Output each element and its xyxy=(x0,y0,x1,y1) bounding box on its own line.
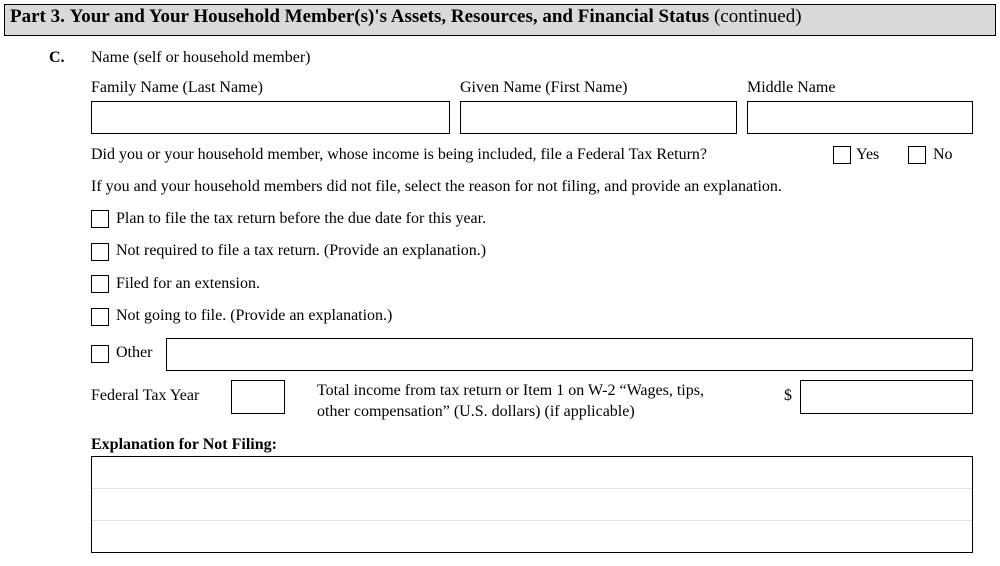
tax-return-yes-label: Yes xyxy=(856,146,880,163)
reason-plan-to-file-checkbox[interactable] xyxy=(91,210,109,228)
middle-name-field[interactable] xyxy=(747,101,973,134)
reason-other-checkbox[interactable] xyxy=(91,345,109,363)
reason-instructions: If you and your household members did not file, select the reason for not filing, and provide an explanation. xyxy=(91,178,782,195)
tax-return-no-checkbox[interactable] xyxy=(908,146,926,164)
name-label: Name (self or household member) xyxy=(91,49,311,66)
reason-not-required-checkbox[interactable] xyxy=(91,243,109,261)
part-title: Your and Your Household Member(s)'s Assets, Resources, and Financial Status xyxy=(69,6,710,27)
explanation-field[interactable] xyxy=(91,456,973,553)
explanation-line xyxy=(92,488,972,489)
tax-return-question: Did you or your household member, whose income is being included, file a Federal Tax Return? xyxy=(91,146,708,163)
family-name-label: Family Name (Last Name) xyxy=(91,79,263,96)
reason-extension-label: Filed for an extension. xyxy=(116,275,260,292)
explanation-label: Explanation for Not Filing: xyxy=(91,436,277,453)
reason-plan-to-file-label: Plan to file the tax return before the due date for this year. xyxy=(116,210,487,227)
reason-other-label: Other xyxy=(116,344,153,361)
continued-label: (continued) xyxy=(713,6,802,27)
total-income-field[interactable] xyxy=(800,380,973,414)
reason-not-going-to-file-checkbox[interactable] xyxy=(91,308,109,326)
tax-year-label: Federal Tax Year xyxy=(91,387,200,404)
currency-symbol: $ xyxy=(784,387,792,404)
tax-year-field[interactable] xyxy=(231,380,285,414)
reason-not-required-label: Not required to file a tax return. (Provide an explanation.) xyxy=(116,242,487,259)
income-label-line2: other compensation” (U.S. dollars) (if applicable) xyxy=(317,403,635,420)
part-number: Part 3. xyxy=(10,6,65,27)
reason-not-going-to-file-label: Not going to file. (Provide an explanation.) xyxy=(116,307,393,324)
section-title xyxy=(10,6,802,28)
middle-name-label: Middle Name xyxy=(747,79,836,96)
income-label-line1: Total income from tax return or Item 1 on W-2 “Wages, tips, xyxy=(317,382,704,399)
given-name-field[interactable] xyxy=(460,101,737,134)
tax-return-yes-checkbox[interactable] xyxy=(833,146,851,164)
explanation-line xyxy=(92,520,972,521)
reason-extension-checkbox[interactable] xyxy=(91,275,109,293)
given-name-label: Given Name (First Name) xyxy=(460,79,628,96)
family-name-field[interactable] xyxy=(91,101,450,134)
reason-other-field[interactable] xyxy=(166,338,973,371)
section-letter: C. xyxy=(49,49,65,66)
tax-return-no-label: No xyxy=(933,146,953,163)
